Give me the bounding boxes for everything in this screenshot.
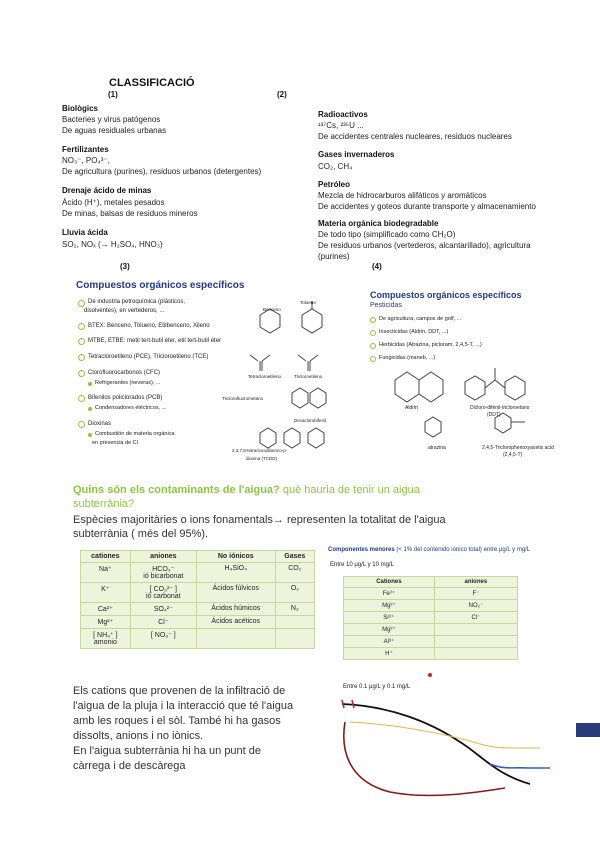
table-cell: Ácidos fúlvicos <box>196 583 275 603</box>
minor-range: Entre 10 μg/L y 10 mg/L <box>330 562 394 568</box>
table-cell <box>275 616 314 629</box>
explanation-line: dissolts, anions i no iònics. <box>73 730 204 742</box>
organic-right-title: Compuestos orgánicos específicos <box>370 290 522 300</box>
major-ions-table <box>80 550 315 649</box>
pesticide-item: Herbicidas (Atrazina, picloram, 2,4,5-T, ...) <box>379 342 482 348</box>
table-row <box>81 603 315 616</box>
question-heading: Quins són els contaminants de l'aigua? <box>73 484 280 496</box>
table-row: Mg²⁺ NO₂⁻ <box>344 600 518 612</box>
question-subheading-2: subterrània? <box>73 498 135 510</box>
table-cell: Cl⁻ <box>130 616 196 629</box>
side-tab[interactable] <box>576 723 600 737</box>
sub-bullet-icon <box>88 433 92 437</box>
bullet-icon <box>370 330 376 336</box>
organic-item: De industria petroquímica (plásticos, <box>88 299 186 305</box>
organic-item-cont: disolventes), en vertederos, ... <box>84 308 165 314</box>
group-line: De residuos urbanos (vertederos, alcantarillado), agricultura <box>318 241 531 250</box>
minor-note: (< 1% del contenido iónico total) entre μg/L y mg/L <box>396 547 531 553</box>
group-heading: Drenaje ácido de minas <box>62 186 152 195</box>
table-cell: O₂ <box>275 583 314 603</box>
structure-label: atrazina <box>428 445 446 451</box>
minor-ions-table <box>343 576 518 660</box>
table-row <box>81 616 315 629</box>
column-marker-4: (4) <box>372 262 382 271</box>
red-curve <box>344 722 505 795</box>
table-header-row <box>81 551 315 563</box>
table-cell: [ NH₄⁺ ] amonio <box>81 629 131 649</box>
marker-dot <box>428 673 432 677</box>
table-row: Fe²⁺ F⁻ <box>344 588 518 600</box>
sub-bullet-icon <box>88 407 92 411</box>
table-cell: SO₄²⁻ <box>130 603 196 616</box>
table-cell: H₄SiO₄ <box>196 563 275 583</box>
group-heading: Materia orgánica biodegradable <box>318 219 439 228</box>
group-heading: Radioactivos <box>318 110 368 119</box>
water-table-curve <box>342 704 530 784</box>
table-cell: HCO₃⁻ ió bicarbonat <box>130 563 196 583</box>
group-line: ¹³⁷Cs, ²³⁵U ... <box>318 121 364 130</box>
table-header: cationes <box>81 551 131 563</box>
group-line: SO₂, NOₓ (→ H₂SO₄, HNO₃) <box>62 240 163 249</box>
pesticide-item: De agricultura, campos de golf, ... <box>379 316 462 322</box>
table-row <box>81 629 315 649</box>
table-row <box>81 563 315 583</box>
bullet-icon <box>370 343 376 349</box>
table-header: Gases <box>275 551 314 563</box>
organic-item: Clorofluorocarbonos (CFC) <box>88 370 161 376</box>
bullet-icon <box>370 356 376 362</box>
structure-label: (DDT) <box>487 412 501 418</box>
table-cell: Ca²⁺ <box>81 603 131 616</box>
organic-item: Tetracloroetileno (PCE), Tricloroetileno (TCE) <box>88 354 209 360</box>
group-line: CO₂, CH₄ <box>318 162 353 171</box>
explanation-line: En l'aigua subterrània hi ha un punt de <box>73 745 262 757</box>
column-marker-2: (2) <box>277 90 287 99</box>
classification-title: CLASSIFICACIÓ <box>109 77 195 89</box>
question-body: Espècies majoritàries o ions fonamentals→ representen la totalitat de l'aigua <box>73 514 446 526</box>
groundwater-sketch <box>330 692 550 802</box>
table-cell: CO₂ <box>275 563 314 583</box>
group-line: De accidentes centrales nucleares, residuos nucleares <box>318 132 512 141</box>
organic-subitem: Combustión de materia orgánica <box>95 431 175 437</box>
structure-label: Tricloroetileno <box>294 374 323 379</box>
group-heading: Fertilizantes <box>62 145 109 154</box>
group-line: Bacteries y virus patógenos <box>62 115 161 124</box>
organic-item: MTBE, ETBE: metil tert-butil éter, etil tert-butil éter <box>88 338 222 344</box>
structure-label: Tetracloroetileno <box>248 374 282 379</box>
table-cell: N₂ <box>275 603 314 616</box>
question-subheading: què hauria de tenir un aigua <box>282 484 420 496</box>
group-line: De aguas residuales urbanas <box>62 126 167 135</box>
group-line: De todo tipo (simplificado como CH₂O) <box>318 230 456 239</box>
group-line: Ácido (H⁺), metales pesados <box>62 198 165 207</box>
bullet-icon <box>78 323 85 330</box>
group-line: NO₃⁻, PO₄³⁻, <box>62 156 110 165</box>
minor-title-line <box>328 547 530 554</box>
pesticide-item: Insecticidas (Aldrin, DDT, ...) <box>379 329 449 335</box>
group-line: De accidentes y goteos durante transporte y almacenamiento <box>318 202 536 211</box>
column-marker-3: (3) <box>120 262 130 271</box>
explanation-line: l'aigua de la pluja i la interacció que té l'aigua <box>73 700 294 712</box>
table-row: Al³⁺ <box>344 636 518 648</box>
structure-label: Triclorofluorometano <box>222 396 264 401</box>
group-line: Mezcla de hidrocarburos alifáticos y aromáticos <box>318 191 487 200</box>
organic-subitem: Refrigerantes (neveras), ... <box>95 380 161 386</box>
question-heading-line <box>73 484 420 497</box>
table-cell: Na⁺ <box>81 563 131 583</box>
group-heading: Lluvia ácida <box>62 228 108 237</box>
table-header: aniones <box>434 577 517 588</box>
column-marker-1: (1) <box>108 90 118 99</box>
structure-label: Tolueno <box>300 300 316 305</box>
organic-subitem: en presencia de Cl <box>92 440 138 446</box>
structure-label: 2,4,5-Triclorophenoxyacetic acid <box>482 445 554 451</box>
table-cell: Ácidos húmicos <box>196 603 275 616</box>
organic-item: BTEX: Benceno, Tolueno, Etilbenceno, Xileno <box>88 323 210 329</box>
bullet-icon <box>78 421 85 428</box>
organic-item: Bifenilos policlorados (PCB) <box>88 395 163 401</box>
organic-right-subtitle: Pesticidas <box>370 302 402 309</box>
bullet-icon <box>78 354 85 361</box>
table-row: Mg²⁺ <box>344 624 518 636</box>
bullet-icon <box>78 370 85 377</box>
table-header: No iónicos <box>196 551 275 563</box>
structure-label: 2,3,7,8-tetraclorodibenzo-p- <box>232 448 288 453</box>
group-line: De agricultura (purines), residuos urbanos (detergentes) <box>62 167 262 176</box>
explanation-line: Els cations que provenen de la infiltració de <box>73 685 286 697</box>
pesticide-item: Fungicidas (maneb, ...) <box>379 355 436 361</box>
explanation-line: càrrega i de descàrega <box>73 760 186 772</box>
bullet-icon <box>78 300 85 307</box>
minor-title: Componentes menores <box>328 547 395 553</box>
group-heading: Gases invernaderos <box>318 150 395 159</box>
group-heading: Biològics <box>62 104 99 113</box>
table-row: Sr²⁺ Cl⁻ <box>344 612 518 624</box>
table-header: Cationes <box>344 577 435 588</box>
organic-item: Dioxinas <box>88 421 112 427</box>
structure-label: Decaclorobifenil <box>294 418 327 423</box>
table-cell: K⁺ <box>81 583 131 603</box>
organic-subitem: Condensadores eléctricos, ... <box>95 405 167 411</box>
bullet-icon <box>78 338 85 345</box>
structure-label: Aldrin <box>405 405 418 411</box>
structure-label: Benceno <box>263 307 281 312</box>
bullet-icon <box>370 317 376 323</box>
explanation-line: amb les roques i el sòl. També hi ha gasos <box>73 715 281 727</box>
table-cell <box>275 629 314 649</box>
table-header-row <box>344 577 518 588</box>
table-row <box>81 583 315 603</box>
table-cell: [ NO₃⁻ ] <box>130 629 196 649</box>
table-cell: Mg²⁺ <box>81 616 131 629</box>
sub-bullet-icon <box>88 382 92 386</box>
table-cell: [ CO₃²⁻ ] ió carbonat <box>130 583 196 603</box>
minor-range-2: Entre 0.1 μg/L y 0.1 mg/L <box>343 684 411 690</box>
table-row: H⁺ <box>344 648 518 660</box>
group-line: (purines) <box>318 252 350 261</box>
group-line: De minas, balsas de residuos mineros <box>62 209 198 218</box>
structure-label: Dicloro-difenil-tricloroetano <box>470 405 530 411</box>
structure-label: dioxina (TCDD) <box>246 456 278 461</box>
table-cell <box>196 629 275 649</box>
question-body: subterrània ( més del 95%). <box>73 528 209 540</box>
table-header: aniones <box>130 551 196 563</box>
table-cell: Ácidos acéticos <box>196 616 275 629</box>
organic-left-title: Compuestos orgánicos específicos <box>76 280 245 291</box>
group-heading: Petróleo <box>318 180 351 189</box>
bullet-icon <box>78 395 85 402</box>
river-line <box>490 764 550 768</box>
structure-label: (2,4,5-T) <box>503 452 523 458</box>
